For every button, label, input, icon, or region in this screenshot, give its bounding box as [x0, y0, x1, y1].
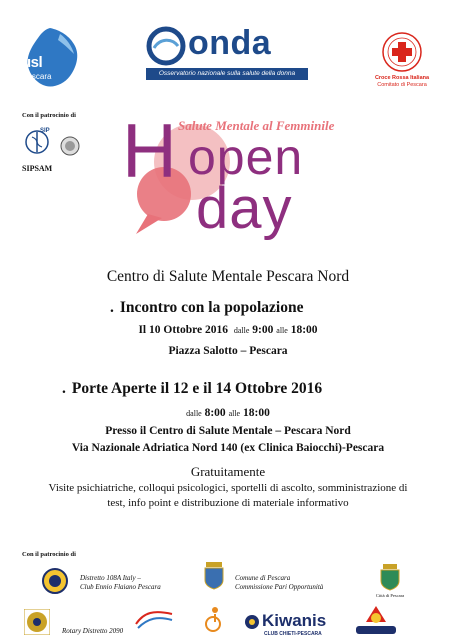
free-line1: Visite psichiatriche, colloqui psicologici, sportelli di ascolto, somministrazione di: [48, 482, 408, 494]
citta-crest-icon: [378, 563, 402, 591]
hero-subtitle: Salute Mentale al Femminile: [178, 118, 335, 133]
wheelchair-icon: [198, 604, 232, 634]
event1-start-time: 9:00: [252, 324, 274, 336]
sports-club-logo: [352, 604, 400, 638]
sports-club-icon: [352, 604, 400, 638]
onda-tagline-bar: [146, 68, 308, 80]
onda-name: onda: [188, 24, 272, 62]
event2-title: Porte Aperte il 12 e il 14 Ottobre 2016: [71, 380, 323, 397]
usl-text: usl: [22, 54, 43, 71]
usl-pescara-text: pescara: [23, 72, 52, 81]
sports-logo: [134, 604, 174, 630]
usl-logo: [20, 26, 82, 90]
comune-emblem: [202, 560, 226, 590]
event1-date-row: [0, 324, 456, 336]
event2-place1: Presso il Centro di Salute Mentale – Pescara Nord: [105, 425, 351, 437]
event2-from: dalle: [186, 409, 202, 418]
red-cross-icon: [372, 30, 432, 74]
comune-line2: Commissione Pari Opportunità: [235, 583, 324, 591]
free-title: Gratuitamente: [190, 464, 266, 479]
patronage-bottom-label: Con il patrocinio di: [22, 551, 76, 558]
rotary-text: Rotary Distretto 2090: [62, 627, 124, 635]
event2-end-time: 18:00: [242, 407, 270, 419]
event2-time-row: [0, 407, 456, 419]
event1-bullet: .: [110, 299, 114, 316]
sipsam-emblem: [60, 135, 80, 157]
sipsam-seal-icon: [60, 135, 80, 157]
event1-title: Incontro con la popolazione: [119, 299, 304, 316]
lions-line1: Distretto 108A Italy –: [80, 574, 141, 582]
event1-end-time: 18:00: [290, 324, 318, 336]
hero-big-h: H: [122, 109, 177, 194]
comune-crest-icon: [202, 560, 226, 590]
citta-text: Città di Pescara: [375, 593, 405, 598]
free-line2: test, info point e distribuzione di materiale informativo: [107, 497, 349, 509]
wheelchair-logo: [198, 604, 232, 634]
sipsam-text: SIPSAM: [22, 164, 53, 173]
open-day-hero: [118, 109, 338, 252]
event1-to: alle: [276, 326, 288, 335]
cri-comitato: Comitato di Pescara: [377, 82, 427, 88]
lions-line2: Club Ennio Flaiano Pescara: [80, 583, 161, 591]
event2-to: alle: [228, 409, 241, 418]
onda-tagline: Osservatorio nazionale sulla salute della donna: [158, 70, 296, 77]
cri-name: Croce Rossa Italiana: [374, 75, 430, 81]
hero-open: open: [188, 129, 304, 185]
hero-day: day: [196, 176, 293, 241]
kiwanis-text: Kiwanis: [262, 611, 327, 630]
event2-place2: Via Nazionale Adriatica Nord 140 (ex Clinica Baiocchi)-Pescara: [71, 442, 385, 454]
event1-from: dalle: [233, 326, 250, 335]
onda-swirl-icon: [146, 26, 186, 66]
event2-bullet: .: [62, 380, 66, 397]
lions-emblem-icon: [42, 568, 68, 594]
sip-text: SIP: [40, 128, 50, 134]
event1-date: Il 10 Ottobre 2016: [138, 324, 228, 336]
kiwanis-logo: [244, 614, 260, 630]
rotary-wheel-icon: [24, 609, 50, 635]
runners-icon: [134, 604, 174, 630]
event2-title-row: [62, 380, 322, 398]
patronage-top-label: Con il patrocinio di: [22, 112, 76, 119]
event1-place: Piazza Salotto – Pescara: [168, 345, 288, 357]
citta-emblem: [378, 563, 402, 591]
rotary-logo: [24, 609, 50, 635]
center-title: Centro di Salute Mentale Pescara Nord: [106, 268, 350, 285]
lions-logo: [42, 568, 68, 594]
sip-logo: [24, 128, 54, 158]
cri-logo: [372, 30, 432, 92]
event1-title-row: [110, 299, 303, 317]
comune-line1: Comune di Pescara: [235, 574, 291, 582]
kiwanis-emblem-icon: [244, 614, 260, 630]
kiwanis-sub: CLUB CHIETI-PESCARA: [264, 631, 322, 637]
onda-logo: [146, 24, 308, 84]
event2-start-time: 8:00: [204, 407, 226, 419]
